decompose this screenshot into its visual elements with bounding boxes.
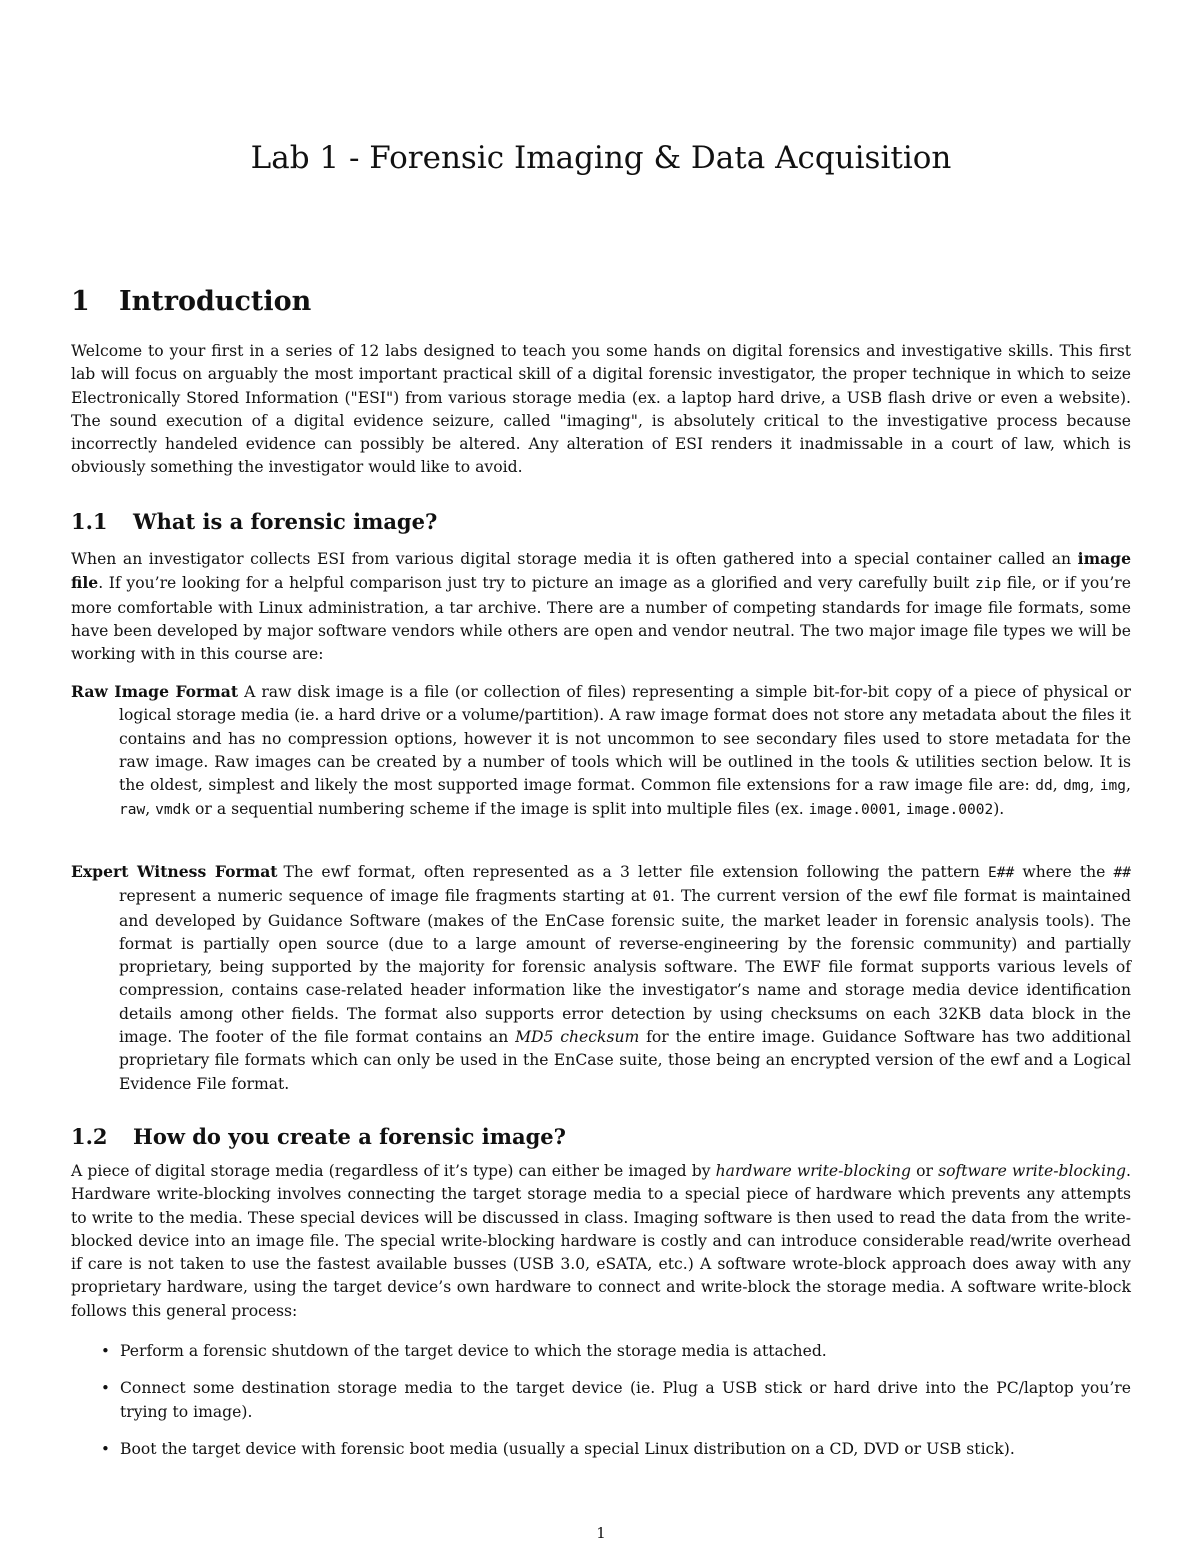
term-expert-witness-format: Expert Witness Format — [71, 862, 278, 881]
code-01: 01 — [652, 889, 670, 906]
software-write-blocking-term: software write-blocking — [938, 1162, 1127, 1180]
text: for the entire image. Guidance Software has two additional proprietary file formats which can only be used in the EnCase suite, those being an encrypted version of the ewf and a Logical Evidence File format. — [119, 1028, 1131, 1093]
expert-witness-format-item — [71, 860, 1131, 1096]
section-title: Introduction — [119, 286, 312, 317]
bullet-icon: • — [101, 1379, 110, 1398]
text: . If you’re looking for a helpful comparison just try to picture an image as a glorified and very carefully built — [98, 574, 970, 593]
ext-dmg: dmg — [1063, 778, 1090, 795]
list-item — [71, 1340, 1131, 1363]
ext-raw: raw — [119, 802, 146, 819]
list-item — [71, 1438, 1131, 1461]
term-image-file: image file — [71, 549, 1132, 593]
ext-vmdk: vmdk — [155, 802, 191, 819]
hardware-write-blocking-term: hardware write-blocking — [715, 1162, 911, 1180]
text: represent a numeric sequence of image file fragments starting at — [119, 887, 647, 906]
section-1-heading — [71, 286, 311, 317]
code-zip: zip — [975, 576, 1002, 593]
term-raw-image-format: Raw Image Format — [71, 682, 239, 701]
list-item-text: Connect some destination storage media to the target device (ie. Plug a USB stick or hard drive into the PC/laptop you’re trying to image). — [120, 1379, 1131, 1421]
text: ). — [993, 800, 1005, 819]
example-image-0001: image.0001 — [808, 802, 896, 819]
text: A raw disk image is a file (or collection of files) representing a simple bit-for-bit copy of a piece of physical or logical storage media (ie. a hard drive or a volume/partition). A raw image format does not store any metadata about the files it contains and has no compression options, however it is not uncommon to see secondary files used to store metadata for the raw image. Raw images can be created by a number of tools which will be outlined in the tools & utilities section below. It is the oldest, simplest and likely the most supported image format. Common file extensions for a raw image file are: — [119, 683, 1131, 795]
section-title: How do you create a forensic image? — [133, 1124, 566, 1149]
text: . Hardware write-blocking involves connecting the target storage media to a special piece of hardware which prevents any attempts to write to the media. These special devices will be discussed in class. Imaging software is then used to read the data from the write-blocked device into an image file. The special write-blocking hardware is costly and can introduce considerable read/write overhead if care is not taken to use the fastest available busses (USB 3.0, eSATA, etc.) A software wrote-block approach does away with any proprietary hardware, using the target device’s own hardware to connect and write-block the storage media. A software write-block follows this general process: — [71, 1162, 1132, 1320]
section-1-1-heading — [71, 509, 437, 534]
bullet-icon: • — [101, 1439, 110, 1458]
list-item-text: Perform a forensic shutdown of the target device to which the storage media is attached. — [120, 1342, 827, 1360]
text: When an investigator collects ESI from various digital storage media it is often gathered into a special container called an — [71, 550, 1072, 568]
process-list — [71, 1340, 1131, 1475]
create-image-paragraph — [71, 1160, 1131, 1323]
intro-paragraph: Welcome to your first in a series of 12 labs designed to teach you some hands on digital forensics and investigative skills. This first lab will focus on arguably the most important practical skill of a digital forensic investigator, the proper technique in which to seize Electronically Stored Information ("ESI") from various storage media (ex. a laptop hard drive, a USB flash drive or even a website). The sound execution of a digital evidence seizure, called "imaging", is absolutely critical to the investigative process because incorrectly handeled evidence can possibly be altered. Any alteration of ESI renders it inadmissable in a court of law, which is obviously something the investigator would like to avoid. — [71, 342, 1131, 477]
list-item-text: Boot the target device with forensic boot media (usually a special Linux distribution on a CD, DVD or USB stick). — [120, 1439, 1015, 1458]
code-e-hash: E## — [988, 865, 1015, 881]
text: or — [916, 1162, 933, 1180]
raw-image-format-item: Raw Image Format A raw disk image is a file (or collection of files) representing a simple bit-for-bit copy of a piece of physical or logical storage media (ie. a hard drive or a volume/partition). A raw image format does not store any metadata about the files it contains and has no compression options, however it is not uncommon to see secondary files used to store metadata for the raw image. Raw images can be created by a number of tools which will be outlined in the tools & utilities section below. It is the oldest, simplest and likely the most supported image format. Common file extensions for a raw image file are: dd, dmg, img, raw, vmdk or a sequential numbering scheme if the image is split into multiple files (ex. image.0001, image.0002). — [71, 682, 1131, 819]
section-title: What is a forensic image? — [133, 509, 438, 534]
page-number: 1 — [596, 1524, 606, 1542]
bullet-icon: • — [101, 1342, 110, 1360]
section-number: 1.1 — [71, 509, 108, 534]
example-image-0002: image.0002 — [905, 802, 994, 819]
text: A piece of digital storage media (regardless of it’s type) can either be imaged by — [71, 1162, 711, 1180]
forensic-image-paragraph — [71, 547, 1131, 666]
document-title: Lab 1 - Forensic Imaging & Data Acquisition — [250, 140, 952, 176]
section-number: 1 — [71, 286, 90, 317]
text: . The current version of the ewf file format is maintained and developed by Guidance Software (makes of the EnCase forensic suite, the market leader in forensic analysis tools). The format is partially open source (due to a large amount of reverse-engineering by the forensic community) and partially proprietary, being supported by the majority for forensic analysis software. The EWF file format supports various levels of compression, contains case-related header information like the investigator’s name and storage media device identification details among other fields. The format also supports error detection by using checksums on each 32KB data block in the image. The footer of the file format contains an — [119, 887, 1131, 1047]
ext-img: img — [1099, 778, 1127, 795]
text: file, or if you’re more comfortable with Linux administration, a tar archive. There are a number of competing standards for image file formats, some have been developed by major software vendors while others are open and vendor neutral. The two major image file types we will be working with in this course are: — [71, 574, 1131, 664]
section-1-2-heading — [71, 1124, 566, 1149]
md5-checksum-term: MD5 checksum — [515, 1028, 640, 1047]
text: or a sequential numbering scheme if the image is split into multiple files (ex. — [195, 800, 804, 819]
text: The ewf format, often represented as a 3 letter file extension following the pattern — [283, 863, 980, 881]
list-item — [71, 1377, 1131, 1424]
code-hash: ## — [1113, 865, 1132, 881]
section-number: 1.2 — [71, 1124, 108, 1149]
text: where the — [1022, 863, 1106, 881]
ext-dd: dd — [1035, 778, 1053, 795]
